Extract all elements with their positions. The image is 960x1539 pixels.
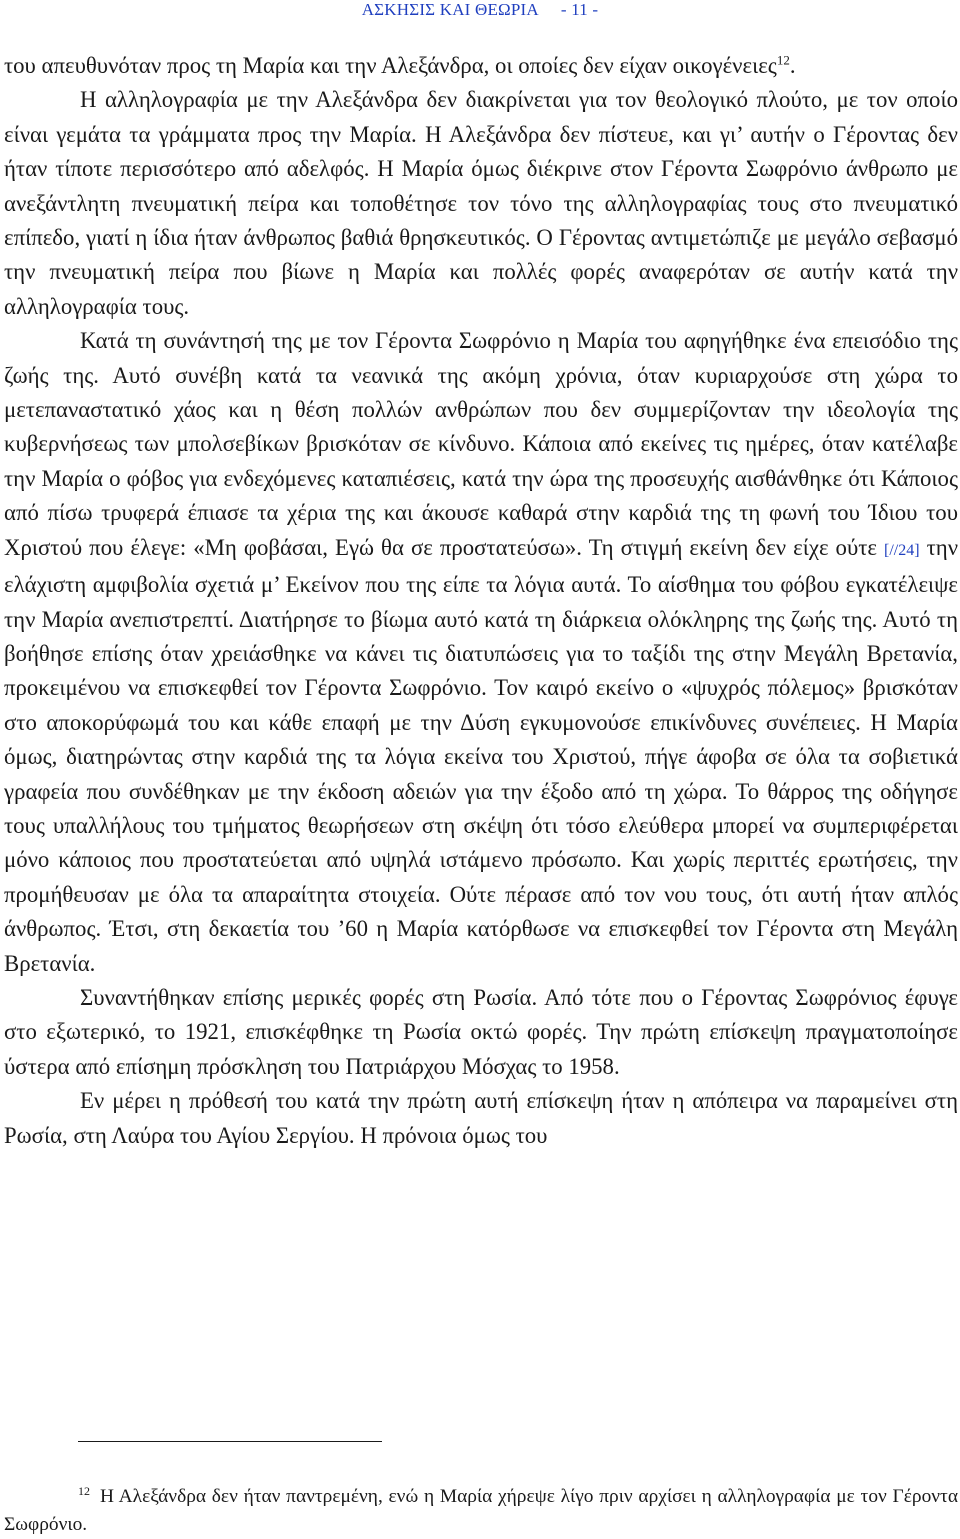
running-header <box>0 0 960 22</box>
footnote-reference[interactable]: 12 <box>776 52 790 68</box>
footnote-separator <box>78 1441 382 1442</box>
paragraph-1 <box>4 49 958 83</box>
paragraph-5: Εν μέρει η πρόθεσή του κατά την πρώτη αυτή επίσκεψη ήταν η απόπειρα να παραμείνει στη Ρωσία, στη Λαύρα του Αγίου Σεργίου. Η πρόνοια όμως του <box>4 1088 958 1148</box>
footnote: 12 Η Αλεξάνδρα δεν ήταν παντρεμένη, ενώ η Μαρία χήρεψε λίγο πριν αρχίσει η αλληλογραφία με τον Γέροντα Σωφρόνιο. <box>4 1483 958 1535</box>
footnote-text: Η Αλεξάνδρα δεν ήταν παντρεμένη, ενώ η Μαρία χήρεψε λίγο πριν αρχίσει η αλληλογραφία με τον Γέροντα Σωφρόνιο. <box>4 1486 958 1535</box>
paragraph-3-part-2: την ελάχιστη αμφιβολία σχετιά μ’ Εκείνον που της είπε τα λόγια αυτά. Το αίσθημα του φόβου εγκατέλειψε την Μαρία ανεπιστρεπτί. Διατήρησε το βίωμα αυτό κατά τη διάρκεια ολόκληρης της ζωής της. Αυτό τη βοήθησε επίσης όταν χρειάσθηκε να κάνει τις διατυπώσεις για το ταξίδι της στην Μεγάλη Βρετανία, προκειμένου να επισκεφθεί τον Γέροντα Σωφρόνιο. Τον καιρό εκείνο ο «ψυχρός πόλεμος» βρισκόταν στο αποκορύφωμά του και κάθε επαφή με την Δύση εγκυμονούσε επικίνδυνες συνέπειες. Η Μαρία όμως, διατηρώντας στην καρδιά της τα λόγια εκείνα του Χριστού, πήγε άφοβα σε όλα τα σοβιετικά γραφεία που συνδέθηκαν με την έκδοση αδειών για την έξοδο από τη χώρα. Το θάρρος της οδήγησε τους υπαλλήλους του τμήματος θεωρήσεων στη σκέψη ότι τόσο ελεύθερα μπορεί να συμπεριφέρεται μόνο κάποιος που προστατεύεται από υψηλά ιστάμενο πρόσωπο. Και χωρίς περιττές ερωτήσεις, την προμήθευσαν με όλα τα απαραίτητα στοιχεία. Ούτε πέρασε από τον νου τους, ότι αυτή ήταν απλός άνθρωπος. Έτσι, στη δεκαετία του ’60 η Μαρία κατόρθωσε να επισκεφθεί τον Γέροντα στη Μεγάλη Βρετανία. <box>4 534 959 976</box>
paragraph-3-part-1: Κατά τη συνάντησή της με τον Γέροντα Σωφρόνιο η Μαρία του αφηγήθηκε ένα επεισόδιο της ζωής της. Αυτό συνέβη κατά τα νεανικά της ακόμη χρόνια, όταν κυριαρχούσε στη χώρα το μετεπαναστατικό χάος και η θέση πολλών ανθρώπων που δεν συμμερίζονταν την ιδεολογία της κυβερνήσεως των μπολσεβίκων βρισκόταν σε κίνδυνο. Κάποια από εκείνες τις ημέρες, όταν κατέλαβε την Μαρία ο φόβος για ενδεχόμενες καταπιέσεις, κατά την ώρα της προσευχής αισθάνθηκε ότι Κάποιος από πίσω τρυφερά έπιασε τα χέρια της και άκουσε καθαρά στην καρδιά της τη φωνή του Ίδιου του Χριστού που έλεγε: «Μη φοβάσαι, Εγώ θα σε προστατεύσω». Τη στιγμή εκείνη δεν είχε ούτε <box>4 328 958 560</box>
paragraph-4: Συναντήθηκαν επίσης μερικές φορές στη Ρωσία. Από τότε που ο Γέροντας Σωφρόνιος έφυγε στο εξωτερικό, το 1921, επισκέφθηκε τη Ρωσία οκτώ φορές. Την πρώτη επίσκεψη πραγματοποίησε ύστερα από επίσημη πρόσκληση του Πατριάρχου Μόσχας το 1958. <box>4 984 958 1079</box>
header-page-number: - 11 - <box>560 0 599 19</box>
body-text <box>4 49 958 1153</box>
header-title: ΑΣΚΗΣΙΣ ΚΑΙ ΘΕΩΡΙΑ <box>361 0 539 19</box>
paragraph-1-end: . <box>789 53 796 78</box>
page-marker-link[interactable]: [//24] <box>884 541 920 559</box>
paragraph-1-text: του απευθυνόταν προς τη Μαρία και την Αλεξάνδρα, οι οποίες δεν είχαν οικογένειες <box>4 53 777 78</box>
paragraph-2: Η αλληλογραφία με την Αλεξάνδρα δεν διακρίνεται για τον θεολογικό πλούτο, με τον οποίο είναι γεμάτα τα γράμματα προς την Μαρία. Η Αλεξάνδρα δεν πίστευε, και γι’ αυτήν ο Γέροντας δεν ήταν τίποτε περισσότερο από αδελφός. Η Μαρία όμως διέκρινε στον Γέροντα Σωφρόνιο άνθρωπο με ανεξάντλητη πνευματική πείρα και τοποθέτησε τον τόνο της αλληλογραφίας τους στο πνευματικό επίπεδο, γιατί η ίδια ήταν άνθρωπος βαθιά θρησκευτικός. Ο Γέροντας αντιμετώπιζε με μεγάλο σεβασμό την πνευματική πείρα που βίωνε η Μαρία και πολλές φορές αναφερόταν σε αυτήν κατά την αλληλογραφία τους. <box>4 87 958 319</box>
paragraph-3 <box>4 324 958 981</box>
